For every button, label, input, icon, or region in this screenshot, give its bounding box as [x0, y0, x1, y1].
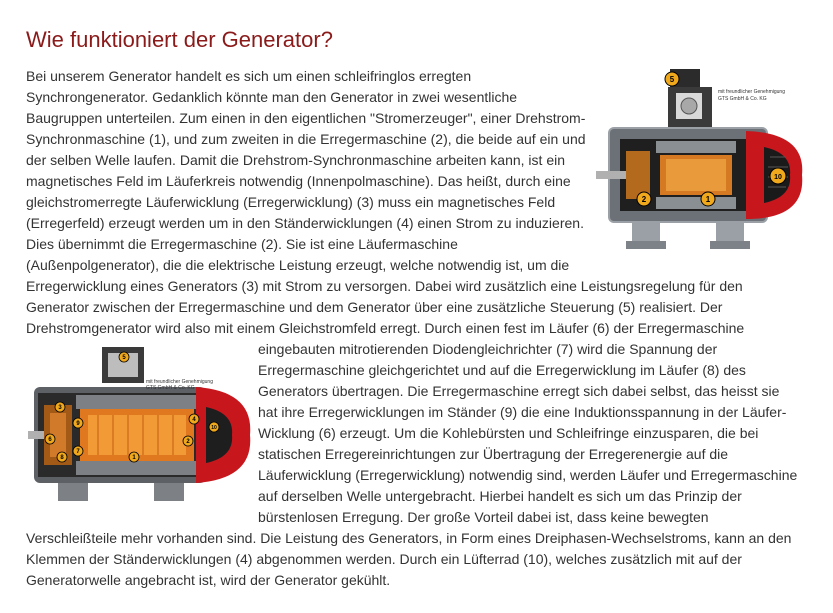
text-line-18: Wicklung (6) erzeugt. Um die Kohlebürsten und Schleifringe einzusparen, die bei — [258, 425, 759, 441]
figure1-marker-5 — [665, 72, 679, 86]
svg-text:6: 6 — [48, 437, 52, 443]
svg-text:1: 1 — [132, 455, 136, 461]
text-line-24: Klemmen der Ständerwicklungen (4) abgenommen werden. Durch ein Lüfterrad (10), welches zusätzlich mit auf der — [26, 551, 742, 567]
figure1-credit-line1: mit freundlicher Genehmigung — [718, 89, 785, 95]
page-title: Wie funktioniert der Generator? — [26, 27, 333, 52]
text-line-19: statischen Erregereinrichtungen zur Übertragung der Erregerenergie auf die — [258, 446, 729, 462]
generator-cutaway-illustration — [596, 63, 810, 263]
text-line-25: Generatorwelle angebracht ist, wird der Generator gekühlt. — [26, 572, 391, 588]
text-line-13: Drehstromgenerator wird also mit einem Gleichstromfeld erregt. Durch einen fest im Läufer (6) der Erregermaschine — [26, 320, 745, 336]
figure2-marker-3 — [55, 402, 65, 412]
svg-text:7: 7 — [76, 449, 80, 455]
svg-text:4: 4 — [192, 417, 196, 423]
svg-text:10: 10 — [774, 174, 782, 181]
svg-text:3: 3 — [58, 405, 62, 411]
svg-text:2: 2 — [641, 195, 647, 204]
text-line-23: Verschleißteile mehr vorhanden sind. Die Leistung des Generators, in Form eines Dreiphasen-Wechselstroms, kann an den — [26, 530, 792, 546]
text-line-7: gleichstromerregte Läuferwicklung (Erregerwicklung) (3) muss ein magnetisches Feld — [26, 194, 556, 210]
figure1-credit-line2: GTS GmbH & Co. KG — [718, 96, 767, 102]
figure1-marker-10 — [770, 168, 786, 184]
figure2-marker-1 — [129, 452, 139, 462]
figure2-marker-2 — [183, 436, 193, 446]
generator-cutaway-photo — [596, 63, 810, 263]
svg-text:9: 9 — [76, 421, 80, 427]
text-line-20: Läuferwicklung (Erregerwicklung) notwendig sind, werden Läufer und Erregermaschine — [258, 467, 798, 483]
figure2-credit-line2: GTS GmbH & Co. KG — [146, 385, 195, 391]
text-line-3: Baugruppen unterteilen. Zum einen in den eigentlichen "Stromerzeuger", einer Drehstrom- — [26, 110, 586, 126]
figure2-marker-9 — [73, 418, 83, 428]
text-line-22: bürstenlosen Erregung. Der große Vorteil dabei ist, dass keine bewegten — [258, 509, 709, 525]
text-line-9: Dies übernimmt die Erregermaschine (2). Sie ist eine Läufermaschine — [26, 236, 458, 252]
text-line-17: hat ihre Erregerwicklungen im Ständer (9) die eine Induktionsspannung in der Läufer- — [258, 404, 787, 420]
figure1-marker-2 — [637, 192, 651, 206]
svg-text:1: 1 — [705, 195, 711, 204]
svg-text:5: 5 — [122, 355, 126, 361]
svg-text:5: 5 — [669, 75, 675, 84]
text-line-12: Generator zwischen der Erregermaschine und dem Generator über eine zusätzliche Steuerung (5) realisiert. Der — [26, 299, 723, 315]
figure2-marker-4 — [189, 414, 199, 424]
figure2-marker-10 — [209, 422, 219, 432]
text-line-8: (Erregerfeld) erzeugt werden um in den Ständerwicklungen (4) einen Strom zu induzieren. — [26, 215, 584, 231]
text-line-14: eingebauten mitrotierenden Diodengleichrichter (7) wird die Spannung der — [258, 341, 718, 357]
figure2-marker-6 — [45, 434, 55, 444]
generator-diagram-illustration — [28, 343, 253, 513]
generator-diagram-svg — [28, 343, 253, 513]
figure2-marker-8 — [57, 452, 67, 462]
text-line-6: magnetisches Feld im Läuferkreis notwendig (Innenpolmaschine). Das heißt, durch eine — [26, 173, 571, 189]
svg-text:8: 8 — [60, 455, 64, 461]
text-line-1: Bei unserem Generator handelt es sich um einen schleifringlos erregten — [26, 68, 472, 84]
svg-text:2: 2 — [186, 439, 190, 445]
text-line-10: (Außenpolgenerator), die die elektrische Leistung erzeugt, welche notwendig ist, um die — [26, 257, 570, 273]
text-line-5: der selben Welle laufen. Damit die Drehstrom-Synchronmaschine arbeiten kann, ist ein — [26, 152, 566, 168]
text-line-15: Erregermaschine gleichgerichtet und auf die Erregerwicklung im Läufer (8) des — [258, 362, 746, 378]
text-line-11: Erregerwicklung eines Generators (3) mit Strom zu versorgen. Dabei wird zusätzlich eine Leistungsregelung für den — [26, 278, 743, 294]
text-line-4: Synchronmaschine (1), und zum zweiten in die Erregermaschine (2), die beide auf ein und — [26, 131, 586, 147]
figure2-credit-line1: mit freundlicher Genehmigung — [146, 379, 213, 385]
text-line-2: Synchrongenerator. Gedanklich könnte man den Generator in zwei wesentliche — [26, 89, 518, 105]
figure1-marker-1 — [701, 192, 715, 206]
text-line-21: auf derselben Welle untergebracht. Hierbei handelt es sich um das Prinzip der — [258, 488, 742, 504]
text-line-16: Generators übertragen. Die Erregermaschine erregt sich dabei selbst, das heisst sie — [258, 383, 780, 399]
svg-text:10: 10 — [211, 425, 217, 431]
figure2-marker-5 — [119, 352, 129, 362]
figure2-marker-7 — [73, 446, 83, 456]
